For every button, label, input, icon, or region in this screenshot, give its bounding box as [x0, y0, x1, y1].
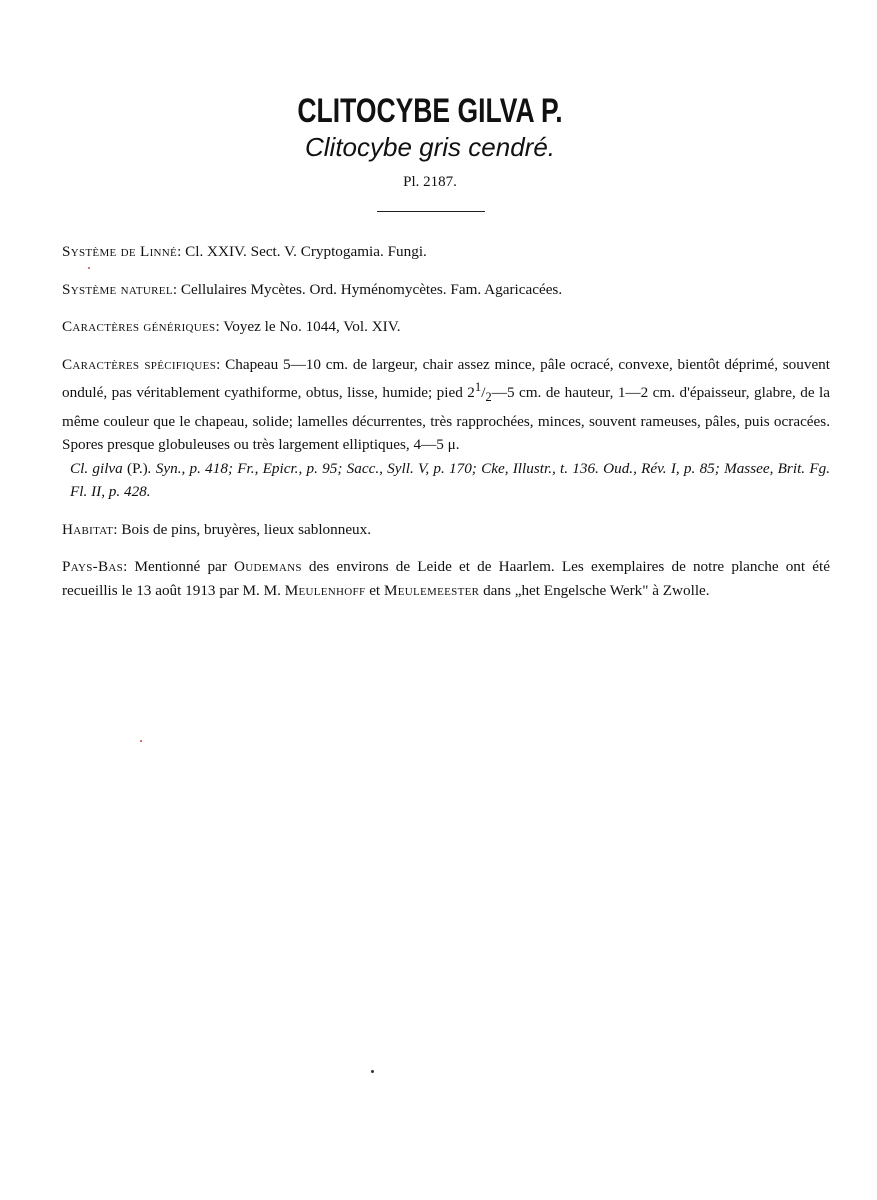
section-references: [62, 457, 830, 504]
section-label: Système naturel: [62, 280, 173, 298]
title-divider: [377, 211, 485, 212]
section-label: Caractères spécifiques: [62, 355, 217, 373]
section-text: —5 cm. de hauteur, 1—2 cm. d'épaisseur, glabre, de la même couleur que le chapeau, solide; lamelles décurrentes, très rapprochées, minces, souvent rameuses, pâles, puis ocracées. Spores presque globuleuses ou très largement elliptiques, 4—5 μ.: [62, 384, 830, 454]
section-specifiques: Caractères spécifiques: Chapeau 5—10 cm. de largeur, chair assez mince, pâle ocracé, convexe, bientôt déprimé, souvent ondulé, pas véritablement cyathiforme, obtus, lisse, humide; pied $2^1/_2—5$ cm. de hauteur, 1—2 cm. d'épaisseur, glabre, de la même couleur que le chapeau, solide; lamelles décurrentes, très rapprochées, minces, souvent rameuses, pâles, puis ocracées. Spores presque globuleuses ou très largement elliptiques, 4—5 μ.: [62, 355, 830, 454]
reference-text: Cl. gilva: [70, 459, 128, 477]
section-text: Cellulaires Mycètes. Ord. Hyménomycètes. Fam. Agaricacées.: [180, 280, 563, 298]
section-naturel: Système naturel: Cellulaires Mycètes. Ord. Hyménomycètes. Fam. Agaricacées.: [62, 280, 563, 298]
section-text: Chapeau 5—10 cm. de largeur, chair assez mince, pâle ocracé, convexe, bientôt déprimé, souvent ondulé, pas véritablement cyathiforme, obtus, lisse, humide; pied 2: [62, 355, 830, 402]
page-subtitle: Clitocybe gris cendré.: [305, 132, 555, 162]
document-body: [62, 240, 830, 602]
section-text: des environs de Leide et de Haarlem. Les exemplaires de notre planche ont été recueillis le 13 août 1913 par M. M.: [62, 558, 830, 599]
paper-speck: [88, 267, 90, 269]
section-text: Cl. XXIV. Sect. V. Cryptogamia. Fungi.: [185, 243, 427, 260]
reference-text: (P.): [127, 459, 148, 477]
person-name: Meulenhoff: [284, 581, 366, 599]
fraction-denominator: 2: [485, 390, 492, 405]
plate-number: Pl. 2187.: [403, 174, 457, 190]
section-paysbas: Pays-Bas: Mentionné par Oudemans des environs de Leide et de Haarlem. Les exemplaires de notre planche ont été recueillis le 13 août 1913 par M. M. Meulenhoff et Meulemeester dans „het Engelsche Werk" à Zwolle.: [62, 558, 830, 599]
person-name: Oudemans: [234, 558, 302, 576]
section-linne: Système de Linné: Cl. XXIV. Sect. V. Cryptogamia. Fungi.: [62, 243, 427, 260]
section-generiques: Caractères génériques: Voyez le No. 1044, Vol. XIV.: [62, 318, 401, 335]
person-name: Meulemeester: [383, 581, 480, 599]
paper-dot: [371, 1070, 374, 1073]
paper-speck: [140, 740, 142, 742]
section-label: Pays-Bas: [62, 558, 124, 576]
section-text: Mentionné par: [134, 558, 234, 576]
section-label: Système de Linné: [62, 243, 178, 260]
reference-text: . Syn., p. 418; Fr., Epicr., p. 95; Sacc., Syll. V, p. 170; Cke, Illustr., t. 136. Oud., Rév. I, p. 85; Massee, Brit. Fg. Fl. II, p. 428.: [70, 459, 831, 501]
section-habitat: Habitat: Bois de pins, bruyères, lieux sablonneux.: [62, 520, 372, 538]
section-text: dans „het Engelsche Werk" à Zwolle.: [479, 581, 710, 599]
fraction-numerator: 1: [474, 380, 482, 394]
section-text: et: [365, 581, 384, 599]
page-title: CLITOCYBE GILVA P.: [297, 92, 563, 130]
section-text: Bois de pins, bruyères, lieux sablonneux.: [121, 520, 372, 538]
section-label: Habitat: [62, 520, 114, 538]
section-label: Caractères génériques: [62, 318, 216, 335]
section-text: Voyez le No. 1044, Vol. XIV.: [223, 318, 401, 335]
